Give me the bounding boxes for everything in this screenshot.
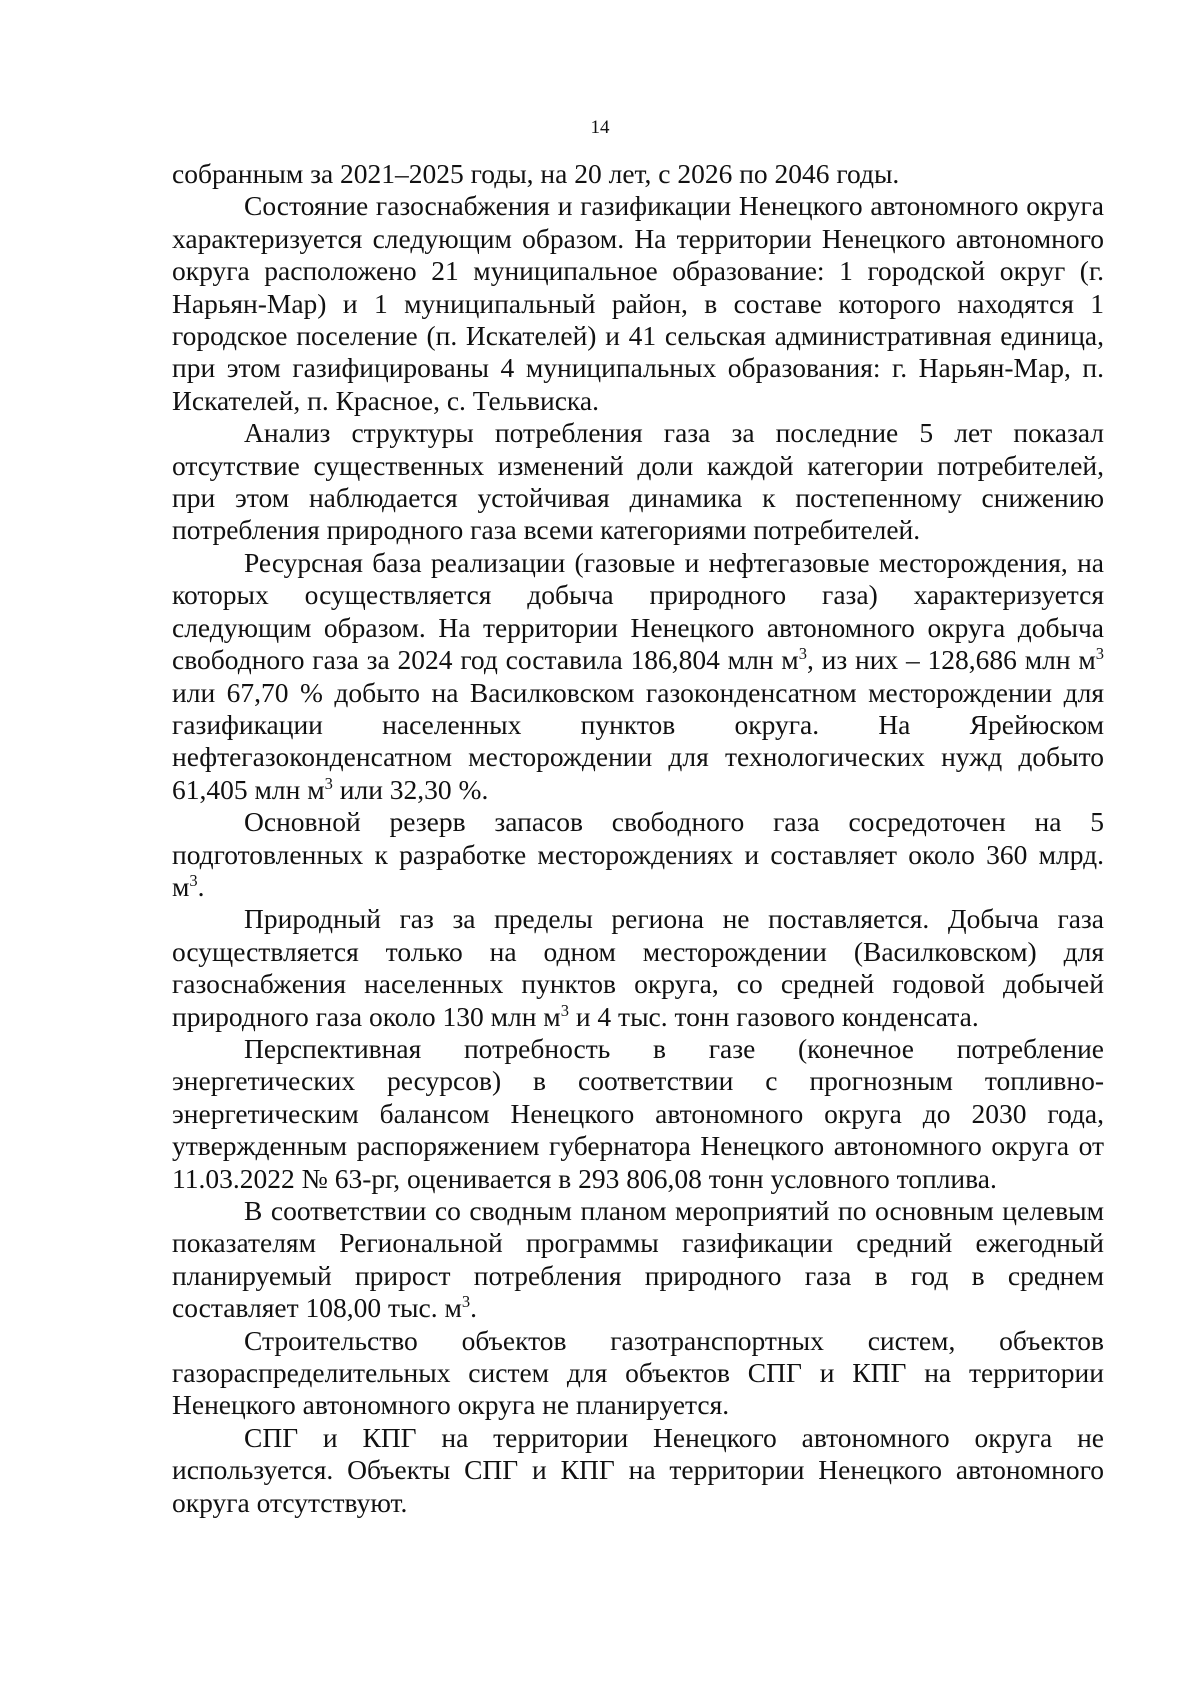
paragraph-gas-supply-status (172, 190, 1104, 417)
paragraph-production (172, 903, 1104, 1033)
paragraph-text: . (197, 870, 205, 902)
paragraph-consumption-analysis (172, 417, 1104, 547)
paragraph-text: и 4 тыс. тонн газового конденсата. (568, 1000, 979, 1032)
paragraph-prospective-demand (172, 1033, 1104, 1195)
superscript-cube: 3 (560, 1000, 569, 1020)
superscript-cube: 3 (1095, 643, 1104, 663)
paragraph-lng-cng (172, 1422, 1104, 1519)
paragraph-text: или 67,70 % добыто на Василковском газоконденсатном месторождении для газификации населенных пунктов округа. На Ярейюском нефтегазоконденсатном месторождении для технологических нужд добыто 61,405 млн м (172, 676, 1104, 805)
superscript-cube: 3 (461, 1292, 471, 1312)
paragraph-text: собранным за 2021–2025 годы, на 20 лет, с 2026 по 2046 годы. (172, 158, 900, 189)
superscript-cube: 3 (189, 870, 198, 890)
paragraph-text: или 32,30 %. (332, 773, 489, 805)
paragraph-text: Ресурсная база реализации (газовые и нефтегазовые месторождения, на которых осуществляется добыча природного газа) характеризуется следующим образом. На территории Ненецкого автономного округа добыча свободного газа за 2024 год составила 186,804 млн м (172, 546, 1104, 676)
paragraph-consolidated-plan (172, 1195, 1104, 1325)
paragraph-text: , из них – 128,686 млн м (806, 644, 1096, 676)
paragraph-construction (172, 1325, 1104, 1422)
paragraph-text: Строительство объектов газотранспортных систем, объектов газораспределительных систем для объектов СПГ и КПГ на территории Ненецкого автономного округа не планируется. (172, 1324, 1104, 1421)
superscript-cube: 3 (324, 773, 333, 793)
paragraph-text: СПГ и КПГ на территории Ненецкого автономного округа не используется. Объекты СПГ и КПГ на территории Ненецкого автономного округа отсутствуют. (172, 1421, 1104, 1518)
paragraph-text: В соответствии со сводным планом мероприятий по основным целевым показателям Региональной программы газификации средний ежегодный планируемый прирост потребления природного газа в год в среднем составляет 108,00 тыс. м (172, 1195, 1104, 1324)
page-number: 14 (590, 117, 610, 138)
paragraph-reserves (172, 806, 1104, 903)
paragraph-text: Анализ структуры потребления газа за последние 5 лет показал отсутствие существенных изменений доли каждой категории потребителей, при этом наблюдается устойчивая динамика к постепенному снижению потребления природного газа всеми категориями потребителей. (172, 417, 1104, 546)
paragraph-continuation (172, 158, 1104, 190)
superscript-cube: 3 (798, 643, 807, 663)
paragraph-text: Перспективная потребность в газе (конечное потребление энергетических ресурсов) в соответствии с прогнозным топливно-энергетическим балансом Ненецкого автономного округа до 2030 года, утвержденным распоряжением губернатора Ненецкого автономного округа от 11.03.2022 № 63-рг, оценивается в 293 806,08 тонн условного топлива. (172, 1032, 1104, 1194)
paragraph-text: . (470, 1292, 477, 1324)
document-body (172, 158, 1104, 1519)
paragraph-resource-base (172, 547, 1104, 806)
paragraph-text: Природный газ за пределы региона не поставляется. Добыча газа осуществляется только на одном месторождении (Василковском) для газоснабжения населенных пунктов округа, со средней годовой добычей природного газа около 130 млн м (172, 903, 1104, 1032)
paragraph-text: Основной резерв запасов свободного газа сосредоточен на 5 подготовленных к разработке месторождениях и составляет около 360 млрд. м (172, 806, 1104, 902)
paragraph-text: Состояние газоснабжения и газификации Ненецкого автономного округа характеризуется следующим образом. На территории Ненецкого автономного округа расположено 21 муниципальное образование: 1 городской округ (г. Нарьян-Мар) и 1 муниципальный район, в составе которого находятся 1 городское поселение (п. Искателей) и 41 сельская административная единица, при этом газифицированы 4 муниципальных образования: г. Нарьян-Мар, п. Искателей, п. Красное, с. Тельвиска. (172, 190, 1104, 416)
